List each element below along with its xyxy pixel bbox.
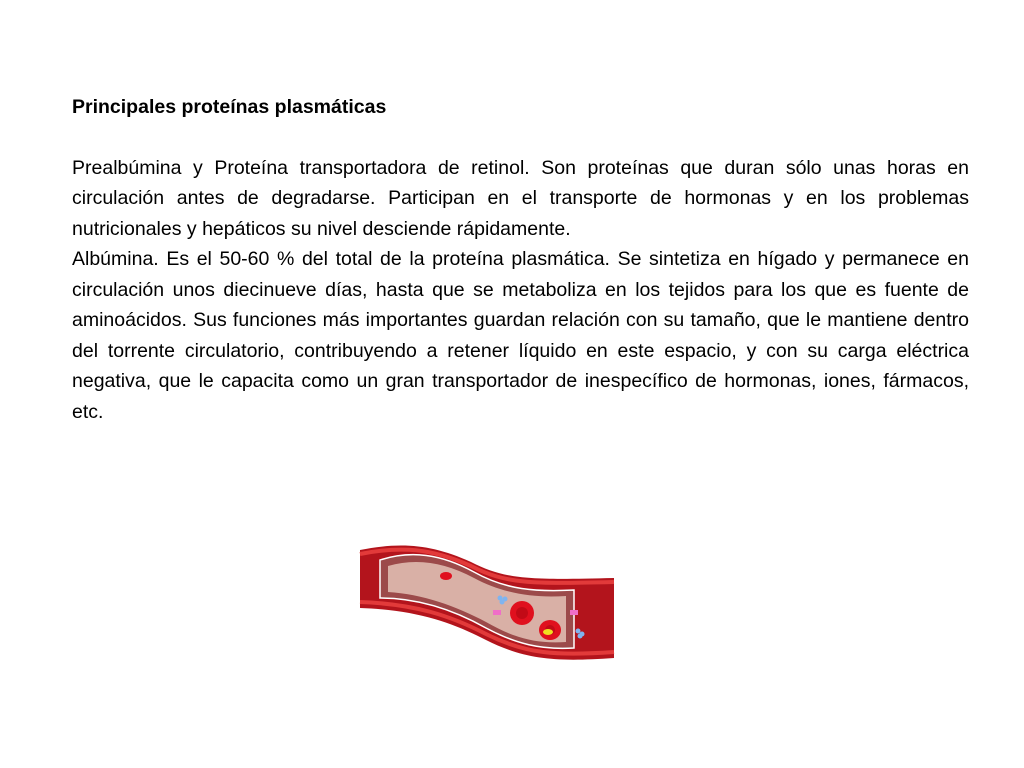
protein-blue <box>578 634 583 639</box>
slide-body <box>72 92 969 427</box>
protein-blue <box>500 600 505 605</box>
red-blood-cell <box>516 607 528 619</box>
protein-pink <box>570 610 578 615</box>
platelet <box>543 629 553 635</box>
paragraph-albumina: Albúmina. Es el 50-60 % del total de la proteína plasmática. Se sintetiza en hígado y permanece en circulación unos diecinueve días, hasta que se metaboliza en los tejidos para los que es fuente de aminoácidos. Sus funciones más importantes guardan relación con su tamaño, que le mantiene dentro del torrente circulatorio, contribuyendo a retener líquido en este espacio, y con su carga eléctrica negativa, que le capacita como un gran transportador de inespecífico de hormonas, iones, fármacos, etc. <box>72 248 969 423</box>
slide-title: Principales proteínas plasmáticas <box>72 96 387 118</box>
paragraph-prealbumina: Prealbúmina y Proteína transportadora de retinol. Son proteínas que duran sólo unas horas en circulación antes de degradarse. Participan en el transporte de hormonas y en los problemas nutricionales y hepáticos su nivel desciende rápidamente. <box>72 156 969 240</box>
protein-pink <box>493 610 501 615</box>
protein-blue <box>576 629 581 634</box>
red-blood-cell <box>440 572 452 580</box>
blood-vessel-illustration <box>356 540 616 665</box>
